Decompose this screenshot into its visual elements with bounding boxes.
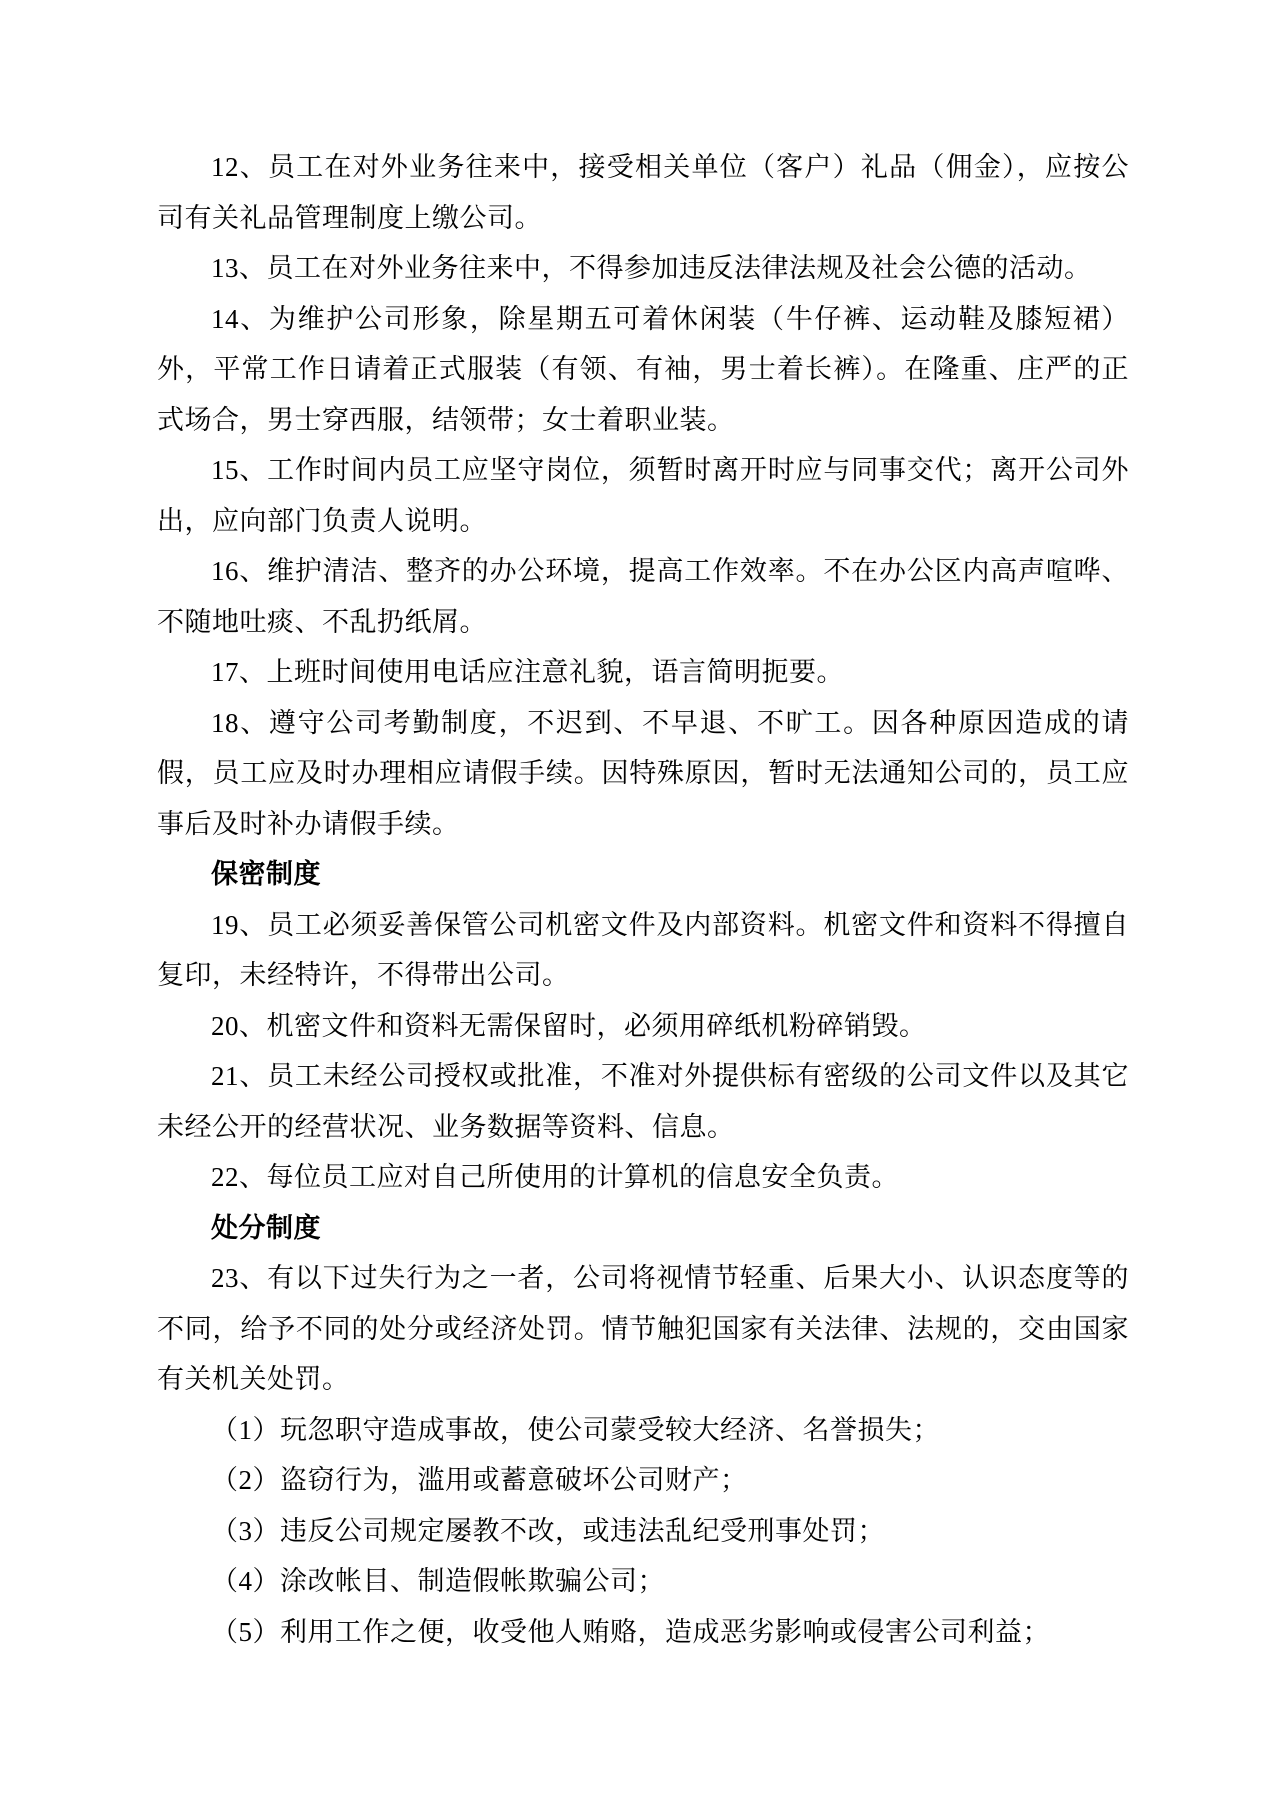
document-body <box>157 142 1129 1657</box>
section-heading-discipline: 处分制度 <box>211 1212 321 1243</box>
paragraph-16: 16、维护清洁、整齐的办公环境，提高工作效率。不在办公区内高声喧哗、不随地吐痰、不乱扔纸屑。 <box>157 556 1129 637</box>
paragraph-18: 18、遵守公司考勤制度，不迟到、不早退、不旷工。因各种原因造成的请假，员工应及时办理相应请假手续。因特殊原因，暂时无法通知公司的，员工应事后及时补办请假手续。 <box>157 707 1129 839</box>
paragraph-23: 23、有以下过失行为之一者，公司将视情节轻重、后果大小、认识态度等的不同，给予不同的处分或经济处罚。情节触犯国家有关法律、法规的，交由国家有关机关处罚。 <box>157 1263 1129 1394</box>
paragraph-17: 17、上班时间使用电话应注意礼貌，语言简明扼要。 <box>211 657 844 687</box>
list-item-4: （4）涂改帐目、制造假帐欺骗公司； <box>211 1566 665 1596</box>
paragraph-15: 15、工作时间内员工应坚守岗位，须暂时离开时应与同事交代；离开公司外出，应向部门负责人说明。 <box>157 455 1129 536</box>
paragraph-13: 13、员工在对外业务往来中，不得参加违反法律法规及社会公德的活动。 <box>211 253 1092 283</box>
paragraph-12: 12、员工在对外业务往来中，接受相关单位（客户）礼品（佣金），应按公司有关礼品管理制度上缴公司。 <box>157 152 1129 233</box>
paragraph-22: 22、每位员工应对自己所使用的计算机的信息安全负责。 <box>211 1162 899 1192</box>
paragraph-14: 14、为维护公司形象，除星期五可着休闲装（牛仔裤、运动鞋及膝短裙）外，平常工作日请着正式服装（有领、有袖，男士着长裤）。在隆重、庄严的正式场合，男士穿西服，结领带；女士着职业装。 <box>157 303 1129 435</box>
list-item-1: （1）玩忽职守造成事故，使公司蒙受较大经济、名誉损失； <box>211 1414 940 1445</box>
paragraph-20: 20、机密文件和资料无需保留时，必须用碎纸机粉碎销毁。 <box>211 1010 927 1041</box>
paragraph-19: 19、员工必须妥善保管公司机密文件及内部资料。机密文件和资料不得擅自复印，未经特许，不得带出公司。 <box>157 909 1129 990</box>
section-heading-secrecy: 保密制度 <box>211 859 321 889</box>
paragraph-21: 21、员工未经公司授权或批准，不准对外提供标有密级的公司文件以及其它未经公开的经营状况、业务数据等资料、信息。 <box>157 1061 1129 1142</box>
list-item-5: （5）利用工作之便，收受他人贿赂，造成恶劣影响或侵害公司利益； <box>211 1616 1050 1647</box>
list-item-3: （3）违反公司规定屡教不改，或违法乱纪受刑事处罚； <box>211 1515 885 1546</box>
list-item-2: （2）盗窃行为，滥用或蓄意破坏公司财产； <box>211 1465 748 1495</box>
